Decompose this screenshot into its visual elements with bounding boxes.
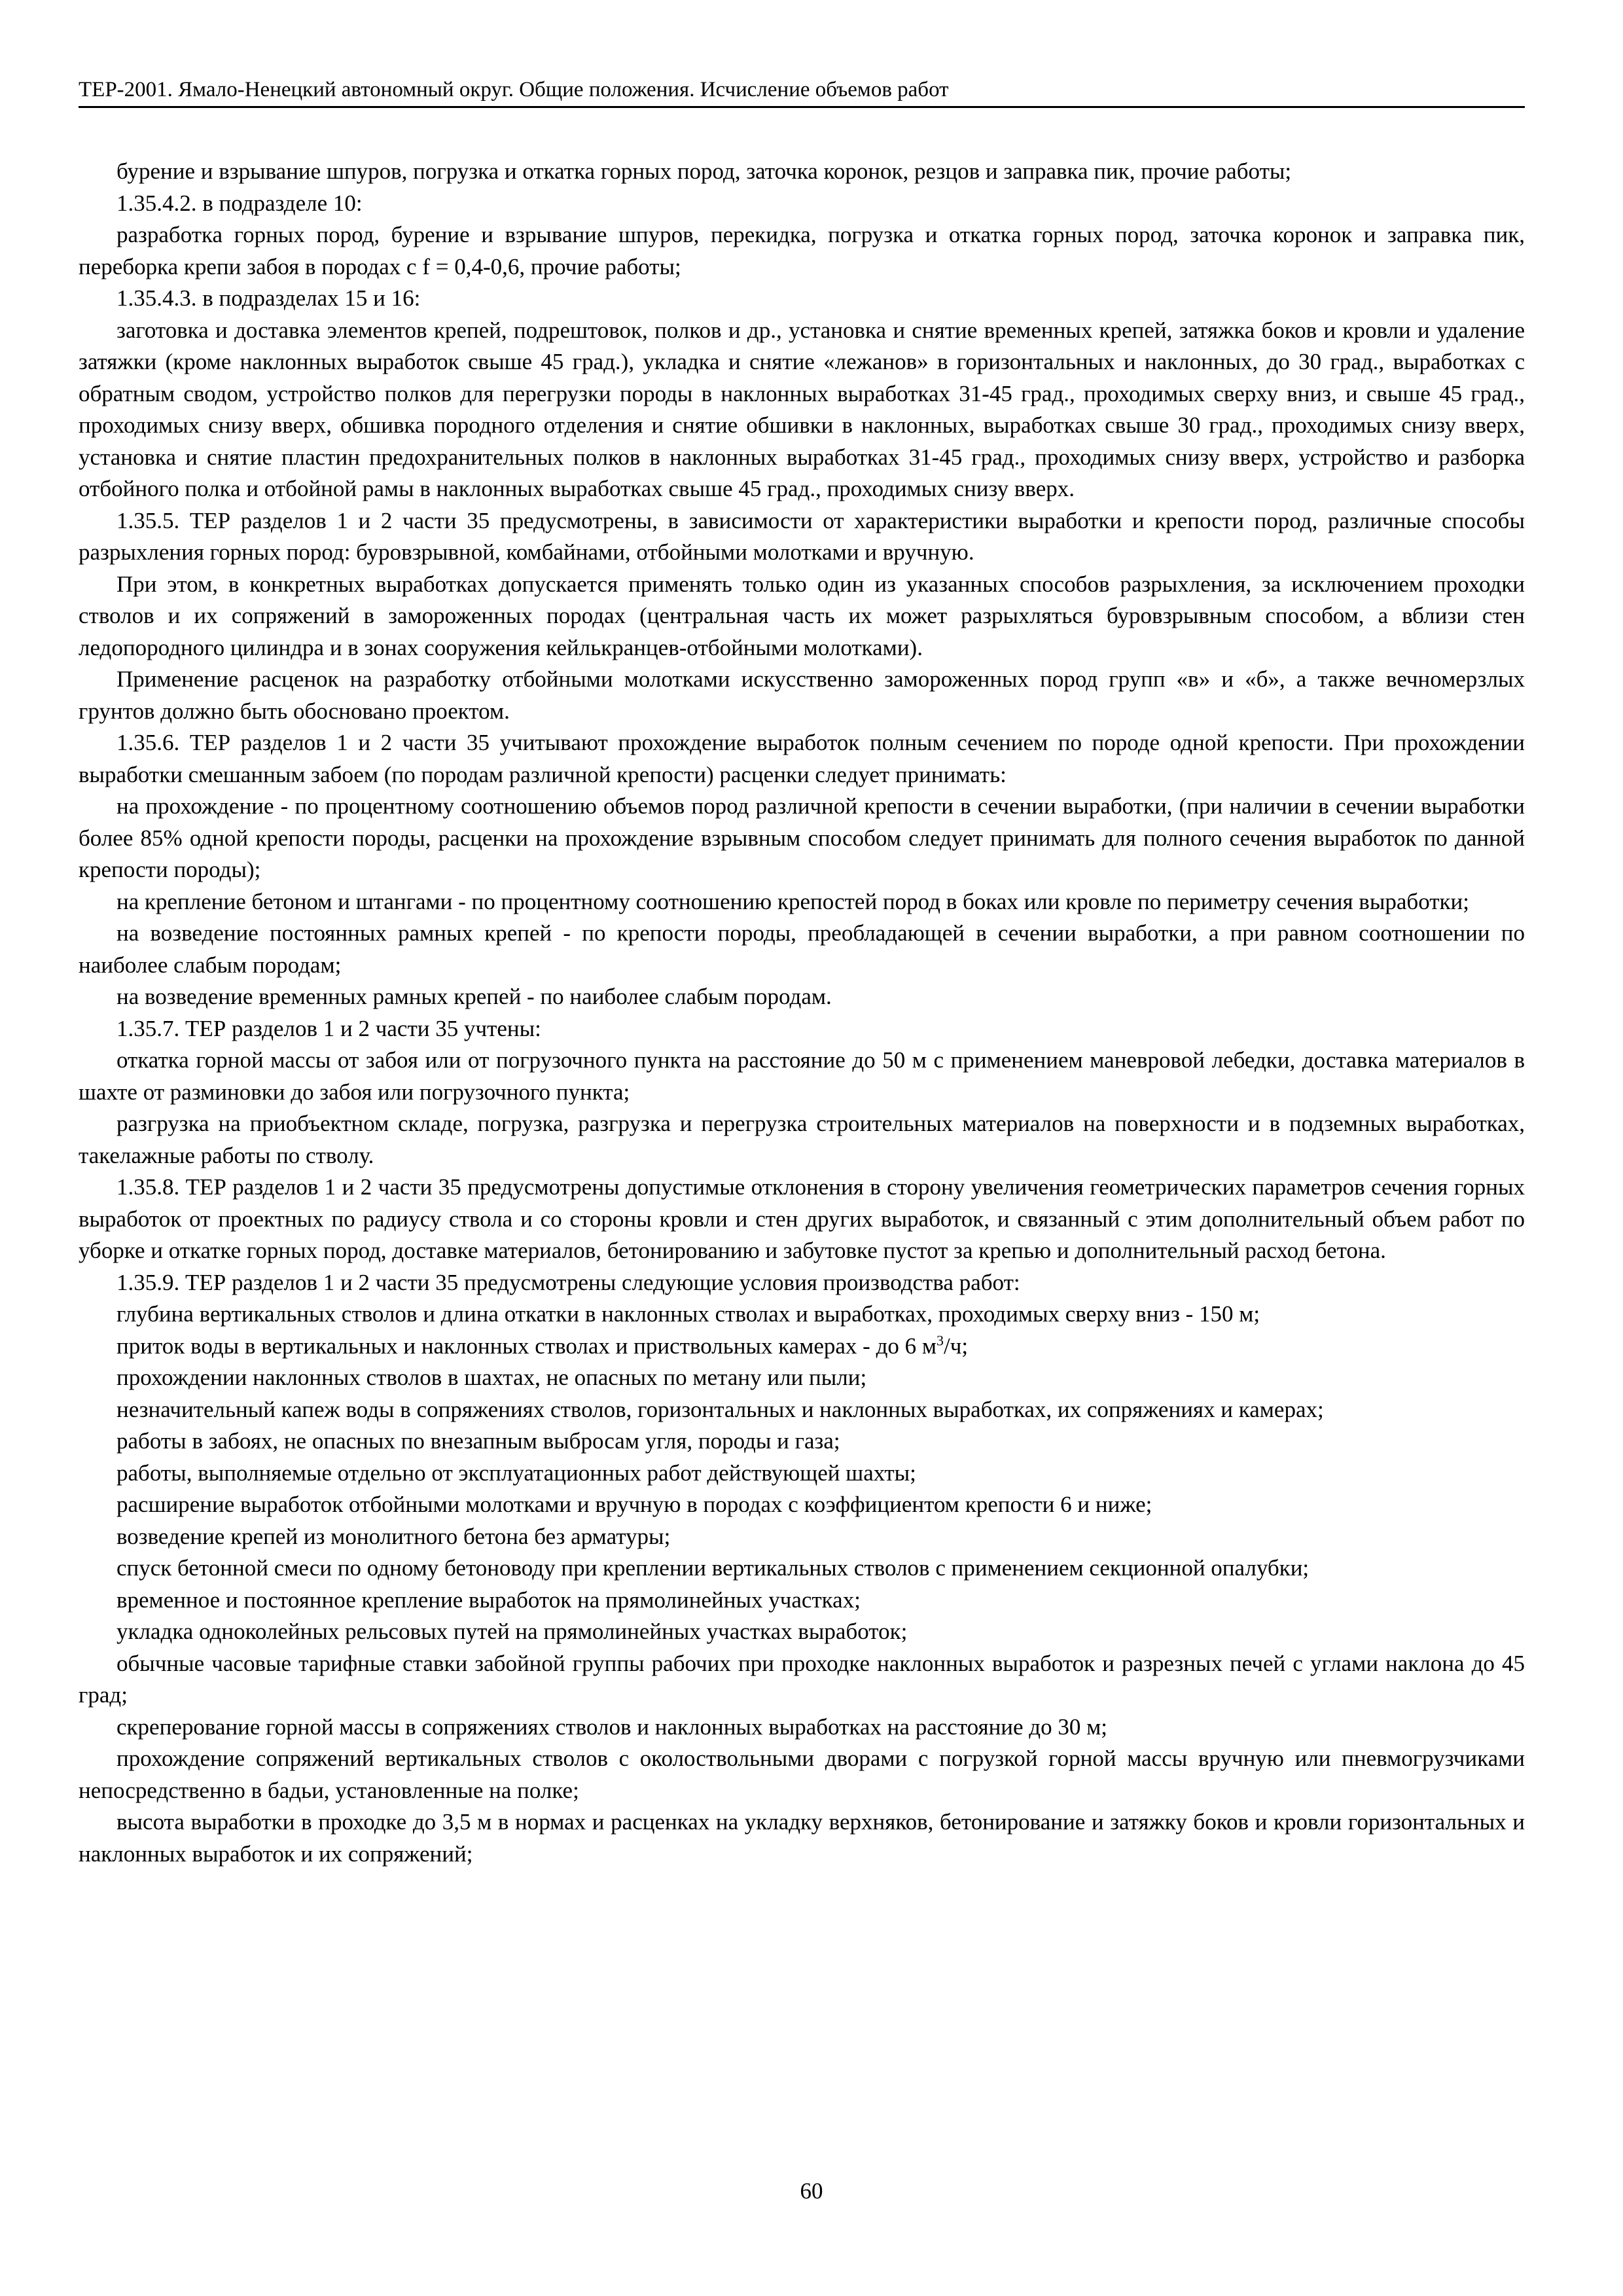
paragraph: высота выработки в проходке до 3,5 м в нормах и расценках на укладку верхняков, бетонирование и затяжку боков и кровли горизонтальных и наклонных выработок и их сопряжений;: [79, 1809, 1525, 1867]
paragraph: заготовка и доставка элементов крепей, подрештовок, полков и др., установка и снятие временных крепей, затяжка боков и кровли и удаление затяжки (кроме наклонных выработок свыше 45 град.), укладка и снятие «лежанов» в горизонтальных и наклонных, до 30 град., выработках с обратным сводом, устройство полков для перегрузки породы в наклонных выработках 31-45 град., проходимых сверху вниз, и свыше 45 град., проходимых снизу вверх, обшивка породного отделения и снятие обшивки в наклонных, выработках свыше 30 град., проходимых снизу вверх, установка и снятие пластин предохранительных полков в наклонных выработках 31-45 град., проходимых снизу вверх, устройство и разборка отбойного полка и отбойной рамы в наклонных выработках свыше 45 град., проходимых снизу вверх.: [79, 317, 1525, 501]
paragraph: спуск бетонной смеси по одному бетоноводу при креплении вертикальных стволов с применением секционной опалубки;: [116, 1555, 1310, 1581]
paragraph: откатка горной массы от забоя или от погрузочного пункта на расстояние до 50 м с применением маневровой лебедки, доставка материалов в шахте от разминовки до забоя или погрузочного пункта;: [79, 1047, 1525, 1105]
paragraph: скреперование горной массы в сопряжениях стволов и наклонных выработках на расстояние до 30 м;: [116, 1713, 1107, 1740]
water-inflow-superscript: 3: [936, 1331, 944, 1348]
paragraph: разгрузка на приобъектном складе, погрузка, разгрузка и перегрузка строительных материалов на поверхности и в подземных выработках, такелажные работы по стволу.: [79, 1111, 1525, 1168]
paragraph: 1.35.8. ТЕР разделов 1 и 2 части 35 предусмотрены допустимые отклонения в сторону увеличения геометрических параметров сечения горных выработок от проектных по радиусу ствола и со стороны кровли и стен других выработок, и связанный с этим дополнительный объем работ по уборке и откатке горных пород, доставке материалов, бетонированию и забутовке пустот за крепью и дополнительный расход бетона.: [79, 1174, 1525, 1263]
paragraph: глубина вертикальных стволов и длина откатки в наклонных стволах и выработках, проходимых сверху вниз - 150 м;: [116, 1301, 1260, 1327]
header-title: ТЕР-2001. Ямало-Ненецкий автономный округ. Общие положения. Исчисление объемов работ: [79, 78, 949, 101]
paragraph: При этом, в конкретных выработках допускается применять только один из указанных способов разрыхления, за исключением проходки стволов и их сопряжений в замороженных породах (центральная часть их может разрыхляться буровзрывным способом, а вблизи стен ледопородного цилиндра и в зонах сооружения кейлькранцев-отбойными молотками).: [79, 571, 1525, 660]
paragraph-water-inflow: [79, 1331, 1525, 1363]
paragraph: временное и постоянное крепление выработок на прямолинейных участках;: [116, 1587, 861, 1613]
paragraph: 1.35.4.2. в подразделе 10:: [116, 190, 363, 216]
paragraph: обычные часовые тарифные ставки забойной группы рабочих при проходке наклонных выработок и разрезных печей с углами наклона до 45 град;: [79, 1650, 1525, 1708]
paragraph: на возведение временных рамных крепей - по наиболее слабым породам.: [116, 984, 832, 1009]
paragraph: 1.35.6. ТЕР разделов 1 и 2 части 35 учитывают прохождение выработок полным сечением по породе одной крепости. При прохождении выработки смешанным забоем (по породам различной крепости) расценки следует принимать:: [79, 730, 1525, 787]
water-inflow-suffix: /ч;: [944, 1333, 969, 1359]
paragraph: работы в забоях, не опасных по внезапным выбросам угля, породы и газа;: [116, 1428, 840, 1454]
paragraph: возведение крепей из монолитного бетона без арматуры;: [116, 1523, 671, 1549]
paragraph: на возведение постоянных рамных крепей - по крепости породы, преобладающей в сечении выработки, а при равном соотношении по наиболее слабым породам;: [79, 920, 1525, 978]
paragraph: прохождении наклонных стволов в шахтах, не опасных по метану или пыли;: [116, 1365, 867, 1390]
paragraph: на прохождение - по процентному соотношению объемов пород различной крепости в сечении выработки, (при наличии в сечении выработки более 85% одной крепости породы, расценки на прохождение взрывным способом следует принимать для полного сечения выработок по данной крепости породы);: [79, 793, 1525, 882]
document-body: [79, 156, 1525, 1870]
paragraph: работы, выполняемые отдельно от эксплуатационных работ действующей шахты;: [116, 1460, 916, 1486]
paragraph: расширение выработок отбойными молотками и вручную в породах с коэффициентом крепости 6 и ниже;: [116, 1492, 1152, 1517]
paragraph: укладка одноколейных рельсовых путей на прямолинейных участках выработок;: [116, 1619, 908, 1644]
paragraph: на крепление бетоном и штангами - по процентному соотношению крепостей пород в боках или кровле по периметру сечения выработки;: [116, 888, 1469, 914]
page-header: [79, 73, 1525, 108]
paragraph: 1.35.5. ТЕР разделов 1 и 2 части 35 предусмотрены, в зависимости от характеристики выработки и крепости пород, различные способы разрыхления горных пород: буровзрывной, комбайнами, отбойными молотками и вручную.: [79, 507, 1525, 565]
page-number: 60: [800, 2178, 823, 2204]
paragraph: 1.35.9. ТЕР разделов 1 и 2 части 35 предусмотрены следующие условия производства работ:: [116, 1269, 1020, 1295]
paragraph: прохождение сопряжений вертикальных стволов с околоствольными дворами с погрузкой горной массы вручную или пневмогрузчиками непосредственно в бадьи, установленные на полке;: [79, 1746, 1525, 1803]
paragraph: Применение расценок на разработку отбойными молотками искусственно замороженных пород групп «в» и «б», а также вечномерзлых грунтов должно быть обосновано проектом.: [79, 666, 1525, 724]
paragraph: 1.35.7. ТЕР разделов 1 и 2 части 35 учтены:: [116, 1015, 541, 1041]
paragraph: разработка горных пород, бурение и взрывание шпуров, перекидка, погрузка и откатка горных пород, заточка коронок и заправка пик, переборка крепи забоя в породах с f = 0,4-0,6, прочие работы;: [79, 222, 1525, 279]
paragraph: бурение и взрывание шпуров, погрузка и откатка горных пород, заточка коронок, резцов и заправка пик, прочие работы;: [116, 158, 1292, 184]
paragraph: 1.35.4.3. в подразделах 15 и 16:: [116, 285, 421, 311]
water-inflow-text: приток воды в вертикальных и наклонных стволах и приствольных камерах - до 6 м: [116, 1333, 937, 1359]
paragraph: незначительный капеж воды в сопряжениях стволов, горизонтальных и наклонных выработках, их сопряжениях и камерах;: [116, 1396, 1324, 1422]
